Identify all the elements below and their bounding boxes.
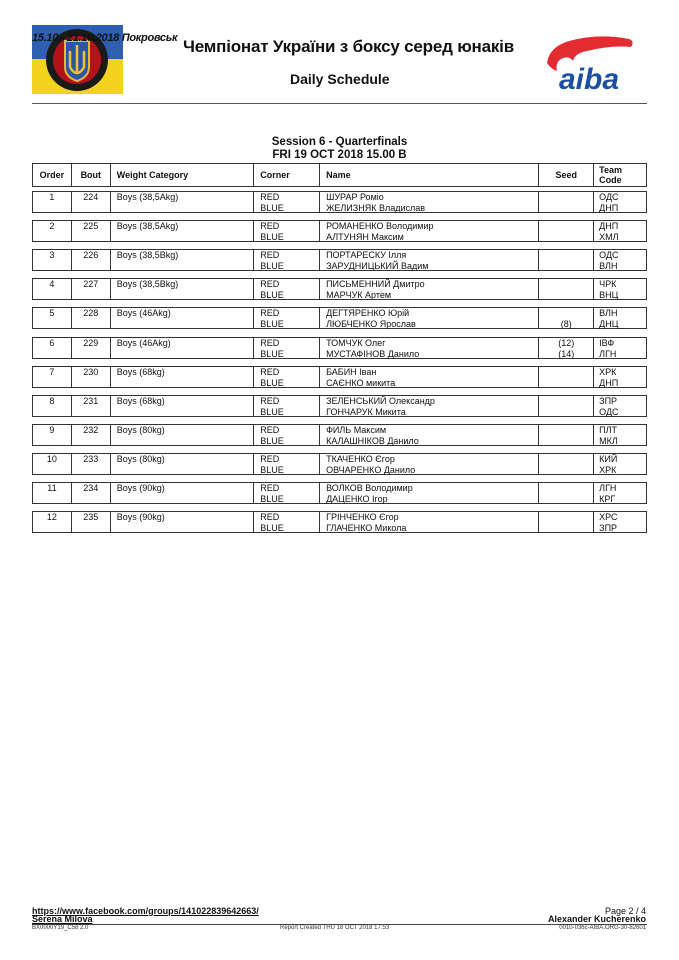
column-header-corner: Corner [254, 164, 320, 186]
corner-cell [254, 512, 320, 532]
corner-cell [254, 308, 320, 328]
team-code-blue: ДНП [599, 203, 619, 213]
bout-cell [72, 396, 111, 416]
name-cell [320, 483, 539, 503]
team-code-cell [594, 512, 646, 532]
boxer-name-red: ЗЕЛЕНСЬКИЙ Олександр [326, 395, 435, 406]
corner-blue: BLUE [260, 523, 284, 534]
corner-red: RED [260, 395, 280, 406]
boxer-name-blue: КАЛАШНІКОВ Данило [326, 435, 419, 446]
corner-red: RED [260, 279, 280, 290]
weight-category-cell [111, 279, 255, 299]
seed-blue [539, 436, 593, 447]
seed-cell [539, 396, 594, 416]
order-value: 7 [49, 366, 55, 377]
boxer-name-red: ШУРАР Роміо [326, 192, 384, 202]
seed-cell [539, 454, 594, 474]
name-cell [320, 308, 539, 328]
weight-category-cell [111, 221, 255, 241]
bout-cell [72, 250, 111, 270]
boxer-name-red: ТКАЧЕНКО Єгор [326, 453, 395, 464]
seed-red [539, 250, 593, 261]
order-value: 11 [47, 483, 57, 493]
bout-number: 225 [83, 221, 99, 232]
table-row [32, 278, 647, 300]
corner-red: RED [260, 192, 280, 202]
weight-category: Boys (38,5Akg) [116, 192, 179, 202]
team-code-blue: ОДС [599, 406, 619, 417]
corner-blue: BLUE [260, 290, 284, 301]
footer-left-name: Serena Milova [32, 914, 93, 924]
corner-cell [254, 250, 320, 270]
order-cell [33, 396, 72, 416]
name-cell [320, 250, 539, 270]
team-code-red: ХРС [599, 512, 618, 523]
boxer-name-blue: ДАЦЕНКО Ігор [326, 494, 388, 504]
boxer-name-blue: САЄНКО микита [326, 377, 396, 388]
seed-red [539, 396, 593, 407]
corner-blue: BLUE [260, 261, 284, 272]
team-code-cell [594, 483, 646, 503]
weight-category: Boys (38,5Bkg) [116, 250, 179, 261]
team-code-label-line-2: Code [599, 175, 622, 185]
corner-cell [254, 279, 320, 299]
corner-red: RED [260, 366, 280, 377]
boxer-name-blue: ГЛАЧЕНКО Микола [326, 523, 407, 534]
weight-category-cell [111, 367, 255, 387]
corner-blue: BLUE [260, 203, 284, 213]
corner-blue: BLUE [260, 377, 284, 388]
team-code-red: КИЙ [599, 453, 618, 464]
seed-blue: (8) [560, 319, 572, 330]
aiba-logo [543, 27, 635, 95]
column-header-seed: Seed [539, 164, 594, 186]
name-cell [320, 396, 539, 416]
order-value: 4 [49, 279, 55, 290]
weight-category-cell [111, 425, 255, 445]
order-cell [33, 512, 72, 532]
seed-blue [539, 407, 593, 418]
bout-number: 229 [83, 337, 99, 348]
seed-blue [539, 465, 593, 476]
team-code-red: ДНП [599, 221, 619, 232]
table-row [32, 511, 647, 533]
order-value: 3 [49, 250, 55, 261]
seed-cell [539, 483, 594, 503]
team-code-label-line-1: Team [599, 165, 622, 175]
weight-category-cell [111, 338, 255, 358]
report-created: Report Created THU 18 OCT 2018 17:53 [280, 925, 390, 931]
seed-red: (12) [558, 337, 575, 348]
corner-red: RED [260, 308, 280, 319]
order-value: 6 [49, 337, 55, 348]
footer-document-code: BX0000Y19_C58 2.0 [32, 925, 89, 931]
team-code-blue: ЗПР [599, 523, 618, 534]
order-cell [33, 367, 72, 387]
weight-category-cell [111, 192, 255, 212]
weight-category: Boys (80kg) [116, 424, 165, 435]
table-row [32, 453, 647, 475]
session-date: FRI 19 OCT 2018 15.00 B [272, 149, 407, 161]
table-row [32, 191, 647, 213]
order-value: 9 [49, 424, 55, 435]
bout-number: 224 [83, 192, 99, 202]
corner-blue: BLUE [260, 494, 284, 504]
seed-red [539, 367, 593, 378]
corner-red: RED [260, 337, 280, 348]
corner-cell [254, 367, 320, 387]
bout-number: 226 [83, 250, 99, 261]
order-cell [33, 250, 72, 270]
bout-cell [72, 512, 111, 532]
boxer-name-red: РОМАНЕНКО Володимир [326, 221, 434, 232]
name-cell [320, 425, 539, 445]
seed-cell [539, 221, 594, 241]
corner-blue: BLUE [260, 406, 284, 417]
footer-right-name: Alexander Kucherenko [547, 914, 646, 924]
corner-cell [254, 221, 320, 241]
order-value: 5 [49, 308, 55, 319]
column-header-bout: Bout [72, 164, 111, 186]
boxer-name-blue: ЖЕЛИЗНЯК Владислав [326, 203, 426, 213]
order-value: 10 [46, 453, 57, 464]
team-code-red: ХРК [599, 366, 617, 377]
bout-number: 234 [83, 483, 99, 493]
weight-category: Boys (46Akg) [116, 337, 171, 348]
team-code-red: ІВФ [599, 337, 615, 348]
bout-number: 235 [83, 512, 99, 523]
table-row [32, 366, 647, 388]
table-row [32, 424, 647, 446]
team-code-cell [594, 367, 646, 387]
seed-cell [539, 279, 594, 299]
boxer-name-blue: ГОНЧАРУК Микита [326, 406, 406, 417]
team-code-cell [594, 425, 646, 445]
weight-category: Boys (80kg) [116, 453, 165, 464]
weight-category: Boys (90kg) [116, 512, 165, 523]
boxer-name-blue: ЗАРУДНИЦЬКИЙ Вадим [326, 261, 429, 272]
boxer-name-red: ВОЛКОВ Володимир [326, 483, 413, 493]
corner-blue: BLUE [260, 319, 284, 330]
bout-number: 231 [83, 395, 99, 406]
order-cell [33, 425, 72, 445]
order-cell [33, 279, 72, 299]
name-cell [320, 279, 539, 299]
team-code-red: ЧРК [599, 279, 617, 290]
corner-blue: BLUE [260, 464, 284, 475]
column-header-weight-category: Weight Category [111, 164, 255, 186]
order-value: 2 [49, 221, 55, 232]
team-code-blue: ВЛН [599, 261, 618, 272]
corner-red: RED [260, 250, 280, 261]
boxer-name-red: ФИЛЬ Максим [326, 424, 387, 435]
document-title: Чемпіонат України з боксу серед юнаків [183, 37, 514, 56]
boxer-name-red: ПОРТАРЕСКУ Ілля [326, 250, 407, 261]
team-code-cell [594, 454, 646, 474]
corner-red: RED [260, 483, 280, 493]
event-date-place: 15.10 - 21.10.2018 Покровськ [32, 32, 178, 44]
weight-category-cell [111, 396, 255, 416]
name-cell [320, 338, 539, 358]
team-code-red: ОДС [599, 192, 619, 202]
bout-number: 232 [83, 424, 99, 435]
corner-blue: BLUE [260, 435, 284, 446]
order-cell [33, 308, 72, 328]
weight-category-cell [111, 308, 255, 328]
bout-cell [72, 454, 111, 474]
weight-category-cell [111, 483, 255, 503]
weight-category: Boys (46Akg) [116, 308, 171, 319]
boxer-name-blue: АЛТУНЯН Максим [326, 232, 404, 243]
seed-blue: (14) [558, 348, 575, 359]
header-divider [32, 103, 647, 104]
table-header [32, 163, 647, 187]
session-title: Session 6 - Quarterfinals [271, 136, 408, 148]
seed-red [539, 425, 593, 436]
page-number: Page 2 / 4 [604, 906, 646, 916]
order-value: 8 [49, 395, 55, 406]
weight-category-cell [111, 454, 255, 474]
team-code-blue: ДНП [599, 377, 619, 388]
corner-red: RED [260, 512, 280, 523]
table-row [32, 395, 647, 417]
boxer-name-blue: ЛЮБЧЕНКО Ярослав [326, 319, 416, 330]
weight-category: Boys (68kg) [116, 395, 165, 406]
team-code-red: ПЛТ [599, 424, 618, 435]
boxer-name-red: БАБИН Іван [326, 366, 377, 377]
footer-reference-code: 0010-036c-AIBA.ORG-30-82601 [559, 925, 646, 931]
corner-red: RED [260, 424, 280, 435]
bout-cell [72, 483, 111, 503]
boxer-name-red: ПИСЬМЕННИЙ Дмитро [326, 279, 425, 290]
seed-blue [539, 290, 593, 301]
table-row [32, 337, 647, 359]
bout-cell [72, 279, 111, 299]
team-code-cell [594, 250, 646, 270]
boxer-name-blue: МАРЧУК Артем [326, 290, 392, 301]
team-code-cell [594, 396, 646, 416]
team-code-red: ВЛН [599, 308, 618, 319]
team-code-cell [594, 192, 646, 212]
team-code-cell [594, 221, 646, 241]
seed-blue [539, 494, 593, 505]
boxer-name-red: ДЕГТЯРЕНКО Юрій [326, 308, 410, 319]
name-cell [320, 512, 539, 532]
order-cell [33, 483, 72, 503]
bout-cell [72, 425, 111, 445]
name-cell [320, 192, 539, 212]
corner-cell [254, 338, 320, 358]
seed-blue [539, 523, 593, 534]
table-row [32, 482, 647, 504]
seed-cell [539, 367, 594, 387]
bout-number: 233 [83, 453, 99, 464]
corner-cell [254, 192, 320, 212]
table-row [32, 307, 647, 329]
seed-blue [539, 378, 593, 389]
team-code-blue: ХРК [599, 464, 617, 475]
column-header-name: Name [320, 164, 539, 186]
boxer-name-blue: ОВЧАРЕНКО Данило [326, 464, 416, 475]
seed-red [539, 483, 593, 494]
table-row [32, 249, 647, 271]
seed-blue [539, 261, 593, 272]
seed-blue [539, 203, 593, 214]
bout-cell [72, 308, 111, 328]
seed-blue [539, 232, 593, 243]
team-code-cell [594, 338, 646, 358]
seed-red [539, 221, 593, 232]
seed-cell [539, 192, 594, 212]
order-cell [33, 221, 72, 241]
bout-cell [72, 338, 111, 358]
team-code-cell [594, 308, 646, 328]
seed-red [539, 192, 593, 203]
weight-category: Boys (38,5Akg) [116, 221, 179, 232]
seed-cell [539, 250, 594, 270]
seed-cell [539, 308, 594, 328]
seed-red [539, 279, 593, 290]
name-cell [320, 454, 539, 474]
boxer-name-red: ТОМЧУК Олег [326, 337, 386, 348]
bout-cell [72, 192, 111, 212]
seed-red [539, 308, 593, 319]
weight-category-cell [111, 250, 255, 270]
team-code-red: ОДС [599, 250, 619, 261]
seed-cell [539, 338, 594, 358]
seed-cell [539, 512, 594, 532]
document-subtitle: Daily Schedule [290, 71, 390, 87]
weight-category: Boys (90kg) [116, 483, 165, 493]
name-cell [320, 367, 539, 387]
weight-category: Boys (68kg) [116, 366, 165, 377]
team-code-red: ЗПР [599, 395, 618, 406]
table-row [32, 220, 647, 242]
corner-cell [254, 396, 320, 416]
name-cell [320, 221, 539, 241]
order-cell [33, 454, 72, 474]
order-value: 12 [46, 512, 57, 523]
svg-text:aiba: aiba [559, 63, 620, 95]
corner-cell [254, 454, 320, 474]
bout-number: 230 [83, 366, 99, 377]
footer-url-link[interactable]: https://www.facebook.com/groups/141022839642663/ [32, 906, 259, 916]
bout-cell [72, 367, 111, 387]
bout-number: 227 [83, 279, 99, 290]
order-value: 1 [49, 192, 55, 202]
weight-category-cell [111, 512, 255, 532]
seed-cell [539, 425, 594, 445]
team-code-blue: ХМЛ [599, 232, 619, 243]
corner-cell [254, 483, 320, 503]
corner-red: RED [260, 453, 280, 464]
weight-category: Boys (38,5Bkg) [116, 279, 179, 290]
team-code-red: ЛГН [599, 483, 617, 493]
team-code-blue: МКЛ [599, 435, 618, 446]
team-code-blue: КРГ [599, 494, 616, 504]
column-header-team-code [594, 164, 646, 186]
team-code-cell [594, 279, 646, 299]
boxer-name-blue: МУСТАФІНОВ Данило [326, 348, 420, 359]
team-code-blue: ВНЦ [599, 290, 619, 301]
team-code-blue: ДНЦ [599, 319, 619, 330]
corner-blue: BLUE [260, 232, 284, 243]
boxer-name-red: ГРІНЧЕНКО Єгор [326, 512, 399, 523]
corner-blue: BLUE [260, 348, 284, 359]
seed-red [539, 512, 593, 523]
order-cell [33, 192, 72, 212]
bout-cell [72, 221, 111, 241]
order-cell [33, 338, 72, 358]
corner-cell [254, 425, 320, 445]
team-code-blue: ЛГН [599, 348, 617, 359]
seed-red [539, 454, 593, 465]
column-header-order: Order [33, 164, 72, 186]
bout-number: 228 [83, 308, 99, 319]
corner-red: RED [260, 221, 280, 232]
